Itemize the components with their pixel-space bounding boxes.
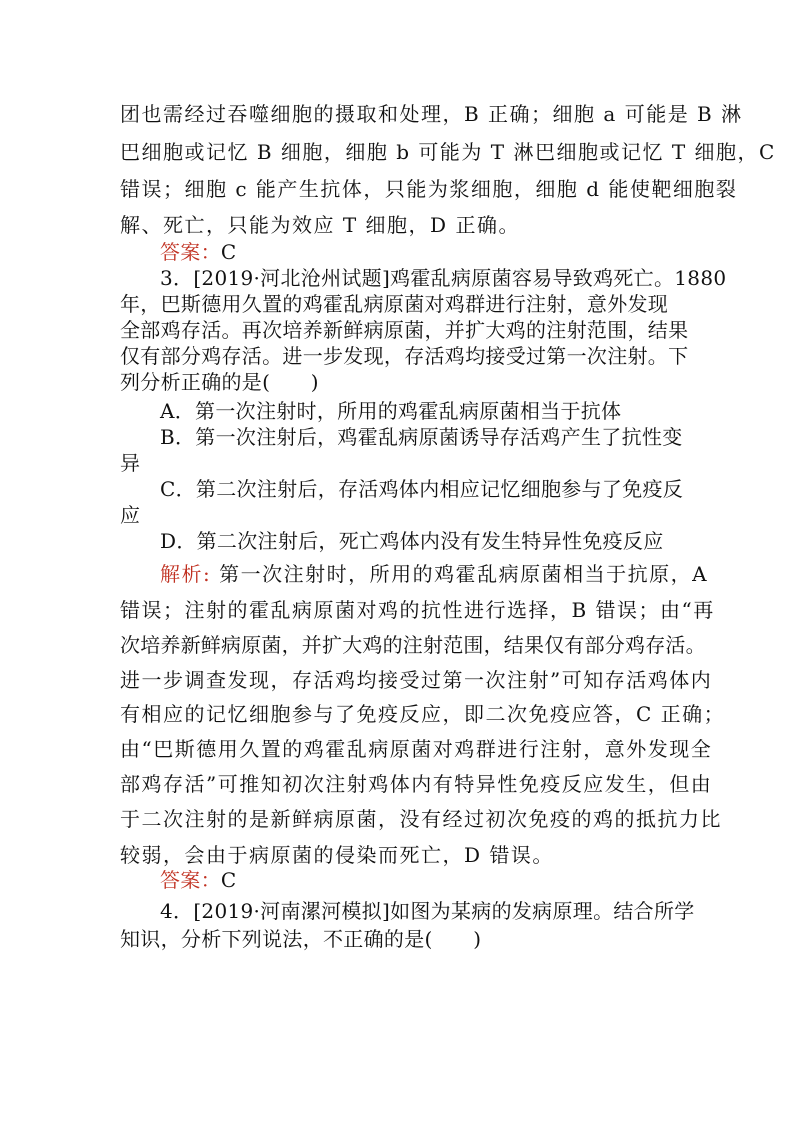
analysis-line: 进一步调查发现，存活鸡均接受过第一次注射”可知存活鸡体内 [120,668,713,692]
answer-row [160,867,237,893]
analysis-line: 次培养新鲜病原菌，并扩大鸡的注射范围，结果仅有部分鸡存活。 [120,633,706,657]
analysis-line: 部鸡存活”可推知初次注射鸡体内有特异性免疫反应发生，但由 [120,772,713,796]
analysis-line: 于二次注射的是新鲜病原菌，没有经过初次免疫的鸡的抵抗力比 [120,807,722,831]
option-d: D．第二次注射后，死亡鸡体内没有发生特异性免疫反应 [160,529,664,553]
option-b: B．第一次注射后，鸡霍乱病原菌诱导存活鸡产生了抗性变 [160,425,683,449]
analysis-line: 团也需经过吞噬细胞的摄取和处理，B 正确；细胞 a 可能是 B 淋 [120,102,743,126]
option-c: C．第二次注射后，存活鸡体内相应记忆细胞参与了免疫反 [160,477,684,501]
question-3-stem: 仅有部分鸡存活。进一步发现，存活鸡均接受过第一次注射。下 [120,344,689,368]
answer-value: C [220,240,237,264]
question-4-stem: 4．[2019·河南漯河模拟]如图为某病的发病原理。结合所学 [160,899,695,923]
answer-value: C [220,868,237,892]
question-3-stem: 全部鸡存活。再次培养新鲜病原菌，并扩大鸡的注射范围，结果 [120,318,689,342]
question-3-stem: 3．[2019·河北沧州试题]鸡霍乱病原菌容易导致鸡死亡。1880 [160,266,727,290]
analysis-line: 解、死亡，只能为效应 T 细胞，D 正确。 [120,213,520,237]
analysis-row [160,561,708,587]
analysis-line: 巴细胞或记忆 B 细胞，细胞 b 可能为 T 淋巴细胞或记忆 T 细胞，C [120,140,776,164]
answer-label: 答案： [160,240,221,264]
analysis-line: 由“巴斯德用久置的鸡霍乱病原菌对鸡群进行注射，意外发现全 [120,737,713,761]
option-a: A．第一次注射时，所用的鸡霍乱病原菌相当于抗体 [160,399,622,423]
analysis-line: 较弱，会由于病原菌的侵染而死亡，D 错误。 [120,843,554,867]
analysis-label: 解析: [160,562,212,586]
analysis-line: 错误；细胞 c 能产生抗体，只能为浆细胞，细胞 d 能使靶细胞裂 [120,177,738,201]
analysis-line: 有相应的记忆细胞参与了免疫反应，即二次免疫应答，C 正确； [120,702,726,726]
answer-row [160,239,237,265]
question-3-stem: 列分析正确的是( ) [120,370,319,394]
option-c-cont: 应 [120,503,141,527]
option-b-cont: 异 [120,451,141,475]
answer-label: 答案： [160,868,221,892]
analysis-line: 错误；注射的霍乱病原菌对鸡的抗性进行选择，B 错误；由“再 [120,598,715,622]
analysis-text: 第一次注射时，所用的鸡霍乱病原菌相当于抗原，A [219,562,709,586]
question-4-stem: 知识，分析下列说法，不正确的是( ) [120,927,482,951]
question-3-stem: 年，巴斯德用久置的鸡霍乱病原菌对鸡群进行注射，意外发现 [120,292,669,316]
